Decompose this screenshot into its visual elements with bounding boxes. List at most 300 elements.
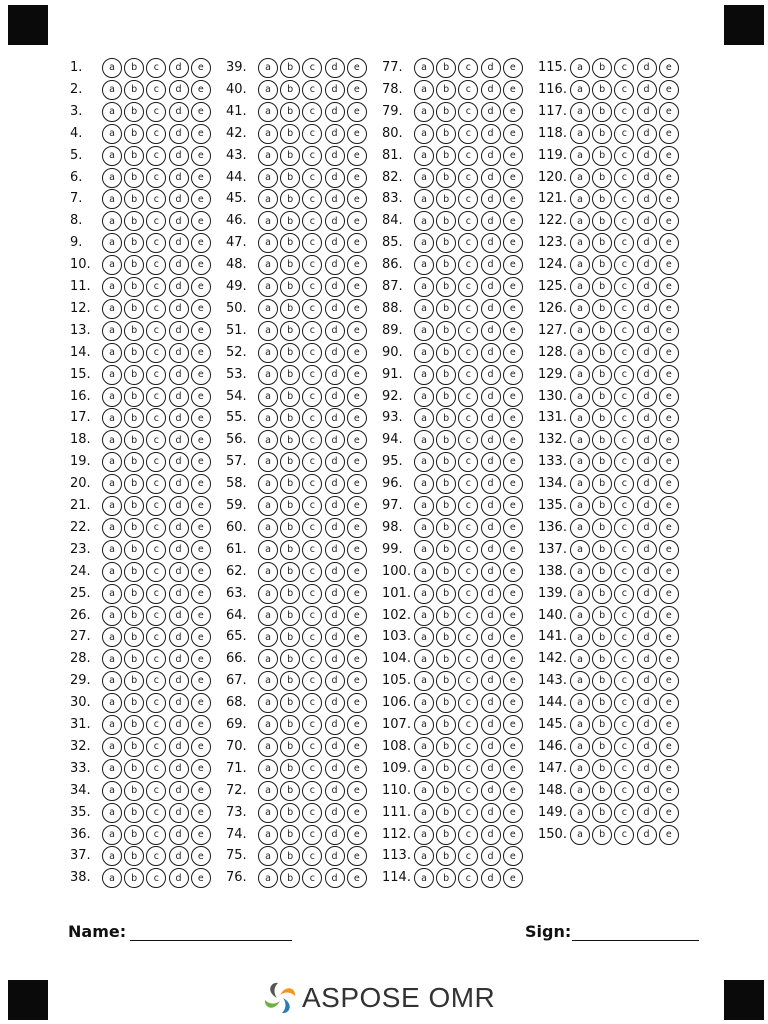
answer-bubble-c[interactable]: c (614, 781, 634, 801)
answer-bubble-d[interactable]: d (637, 387, 657, 407)
answer-bubble-b[interactable]: b (280, 343, 300, 363)
answer-bubble-e[interactable]: e (503, 321, 523, 341)
answer-bubble-e[interactable]: e (503, 58, 523, 78)
answer-bubble-c[interactable]: c (146, 321, 166, 341)
answer-bubble-c[interactable]: c (302, 540, 322, 560)
answer-bubble-b[interactable]: b (280, 627, 300, 647)
answer-bubble-a[interactable]: a (102, 474, 122, 494)
answer-bubble-d[interactable]: d (325, 277, 345, 297)
answer-bubble-a[interactable]: a (102, 562, 122, 582)
answer-bubble-a[interactable]: a (258, 189, 278, 209)
answer-bubble-c[interactable]: c (302, 189, 322, 209)
answer-bubble-c[interactable]: c (458, 825, 478, 845)
answer-bubble-c[interactable]: c (146, 277, 166, 297)
answer-bubble-a[interactable]: a (570, 233, 590, 253)
answer-bubble-d[interactable]: d (481, 671, 501, 691)
answer-bubble-e[interactable]: e (347, 277, 367, 297)
answer-bubble-e[interactable]: e (191, 781, 211, 801)
answer-bubble-d[interactable]: d (637, 211, 657, 231)
answer-bubble-e[interactable]: e (503, 671, 523, 691)
answer-bubble-a[interactable]: a (258, 606, 278, 626)
answer-bubble-a[interactable]: a (258, 518, 278, 538)
answer-bubble-c[interactable]: c (458, 496, 478, 516)
answer-bubble-a[interactable]: a (414, 146, 434, 166)
answer-bubble-d[interactable]: d (325, 124, 345, 144)
answer-bubble-d[interactable]: d (325, 365, 345, 385)
answer-bubble-b[interactable]: b (280, 693, 300, 713)
answer-bubble-b[interactable]: b (280, 189, 300, 209)
answer-bubble-c[interactable]: c (614, 452, 634, 472)
answer-bubble-e[interactable]: e (503, 759, 523, 779)
answer-bubble-d[interactable]: d (637, 474, 657, 494)
answer-bubble-e[interactable]: e (659, 627, 679, 647)
answer-bubble-e[interactable]: e (659, 408, 679, 428)
answer-bubble-b[interactable]: b (280, 715, 300, 735)
answer-bubble-a[interactable]: a (102, 299, 122, 319)
answer-bubble-e[interactable]: e (659, 255, 679, 275)
answer-bubble-a[interactable]: a (102, 80, 122, 100)
answer-bubble-e[interactable]: e (659, 189, 679, 209)
answer-bubble-c[interactable]: c (458, 365, 478, 385)
answer-bubble-d[interactable]: d (637, 781, 657, 801)
answer-bubble-b[interactable]: b (592, 211, 612, 231)
answer-bubble-c[interactable]: c (146, 781, 166, 801)
answer-bubble-c[interactable]: c (302, 277, 322, 297)
answer-bubble-b[interactable]: b (592, 627, 612, 647)
answer-bubble-d[interactable]: d (481, 255, 501, 275)
answer-bubble-e[interactable]: e (503, 102, 523, 122)
answer-bubble-a[interactable]: a (102, 540, 122, 560)
answer-bubble-b[interactable]: b (436, 124, 456, 144)
answer-bubble-c[interactable]: c (302, 146, 322, 166)
answer-bubble-a[interactable]: a (570, 255, 590, 275)
answer-bubble-c[interactable]: c (458, 124, 478, 144)
answer-bubble-a[interactable]: a (414, 518, 434, 538)
answer-bubble-b[interactable]: b (280, 759, 300, 779)
answer-bubble-c[interactable]: c (302, 343, 322, 363)
answer-bubble-e[interactable]: e (659, 233, 679, 253)
answer-bubble-d[interactable]: d (481, 387, 501, 407)
answer-bubble-d[interactable]: d (169, 430, 189, 450)
answer-bubble-c[interactable]: c (614, 584, 634, 604)
answer-bubble-e[interactable]: e (191, 277, 211, 297)
answer-bubble-a[interactable]: a (258, 737, 278, 757)
answer-bubble-b[interactable]: b (592, 649, 612, 669)
answer-bubble-d[interactable]: d (637, 146, 657, 166)
answer-bubble-a[interactable]: a (414, 211, 434, 231)
answer-bubble-d[interactable]: d (637, 518, 657, 538)
answer-bubble-e[interactable]: e (503, 365, 523, 385)
answer-bubble-d[interactable]: d (169, 846, 189, 866)
answer-bubble-d[interactable]: d (325, 452, 345, 472)
answer-bubble-a[interactable]: a (414, 299, 434, 319)
answer-bubble-e[interactable]: e (503, 255, 523, 275)
answer-bubble-c[interactable]: c (458, 189, 478, 209)
answer-bubble-b[interactable]: b (280, 846, 300, 866)
answer-bubble-d[interactable]: d (325, 868, 345, 888)
answer-bubble-e[interactable]: e (659, 124, 679, 144)
answer-bubble-a[interactable]: a (258, 715, 278, 735)
answer-bubble-e[interactable]: e (503, 168, 523, 188)
answer-bubble-e[interactable]: e (191, 387, 211, 407)
answer-bubble-b[interactable]: b (592, 387, 612, 407)
answer-bubble-e[interactable]: e (659, 671, 679, 691)
answer-bubble-c[interactable]: c (302, 825, 322, 845)
answer-bubble-d[interactable]: d (481, 868, 501, 888)
answer-bubble-d[interactable]: d (169, 715, 189, 735)
answer-bubble-d[interactable]: d (325, 715, 345, 735)
answer-bubble-c[interactable]: c (302, 387, 322, 407)
answer-bubble-c[interactable]: c (302, 627, 322, 647)
answer-bubble-b[interactable]: b (124, 562, 144, 582)
answer-bubble-e[interactable]: e (503, 846, 523, 866)
answer-bubble-b[interactable]: b (280, 803, 300, 823)
answer-bubble-e[interactable]: e (503, 474, 523, 494)
answer-bubble-c[interactable]: c (302, 299, 322, 319)
answer-bubble-e[interactable]: e (659, 759, 679, 779)
answer-bubble-b[interactable]: b (592, 233, 612, 253)
answer-bubble-a[interactable]: a (258, 868, 278, 888)
answer-bubble-e[interactable]: e (503, 584, 523, 604)
answer-bubble-c[interactable]: c (458, 474, 478, 494)
answer-bubble-a[interactable]: a (414, 584, 434, 604)
answer-bubble-b[interactable]: b (280, 211, 300, 231)
answer-bubble-a[interactable]: a (102, 518, 122, 538)
answer-bubble-b[interactable]: b (436, 408, 456, 428)
answer-bubble-e[interactable]: e (347, 189, 367, 209)
answer-bubble-d[interactable]: d (637, 343, 657, 363)
answer-bubble-b[interactable]: b (592, 255, 612, 275)
answer-bubble-a[interactable]: a (102, 124, 122, 144)
answer-bubble-c[interactable]: c (458, 693, 478, 713)
answer-bubble-c[interactable]: c (458, 430, 478, 450)
answer-bubble-a[interactable]: a (570, 671, 590, 691)
answer-bubble-c[interactable]: c (302, 562, 322, 582)
answer-bubble-b[interactable]: b (436, 649, 456, 669)
answer-bubble-b[interactable]: b (592, 474, 612, 494)
answer-bubble-c[interactable]: c (614, 759, 634, 779)
answer-bubble-a[interactable]: a (258, 693, 278, 713)
answer-bubble-b[interactable]: b (592, 102, 612, 122)
answer-bubble-a[interactable]: a (414, 387, 434, 407)
answer-bubble-d[interactable]: d (325, 627, 345, 647)
answer-bubble-e[interactable]: e (503, 868, 523, 888)
answer-bubble-b[interactable]: b (592, 759, 612, 779)
answer-bubble-d[interactable]: d (481, 496, 501, 516)
answer-bubble-b[interactable]: b (436, 496, 456, 516)
answer-bubble-c[interactable]: c (146, 365, 166, 385)
answer-bubble-e[interactable]: e (347, 299, 367, 319)
answer-bubble-c[interactable]: c (614, 693, 634, 713)
answer-bubble-e[interactable]: e (659, 277, 679, 297)
answer-bubble-c[interactable]: c (146, 846, 166, 866)
answer-bubble-c[interactable]: c (302, 715, 322, 735)
answer-bubble-c[interactable]: c (458, 671, 478, 691)
answer-bubble-d[interactable]: d (169, 518, 189, 538)
answer-bubble-c[interactable]: c (146, 562, 166, 582)
answer-bubble-b[interactable]: b (280, 781, 300, 801)
answer-bubble-c[interactable]: c (458, 781, 478, 801)
answer-bubble-b[interactable]: b (124, 277, 144, 297)
answer-bubble-b[interactable]: b (436, 759, 456, 779)
answer-bubble-c[interactable]: c (614, 627, 634, 647)
answer-bubble-d[interactable]: d (325, 474, 345, 494)
answer-bubble-a[interactable]: a (102, 211, 122, 231)
answer-bubble-a[interactable]: a (258, 825, 278, 845)
answer-bubble-c[interactable]: c (458, 299, 478, 319)
answer-bubble-c[interactable]: c (614, 365, 634, 385)
answer-bubble-d[interactable]: d (637, 255, 657, 275)
answer-bubble-b[interactable]: b (280, 146, 300, 166)
answer-bubble-e[interactable]: e (503, 540, 523, 560)
answer-bubble-a[interactable]: a (102, 671, 122, 691)
answer-bubble-c[interactable]: c (146, 759, 166, 779)
answer-bubble-a[interactable]: a (258, 846, 278, 866)
answer-bubble-d[interactable]: d (637, 693, 657, 713)
answer-bubble-b[interactable]: b (280, 58, 300, 78)
answer-bubble-d[interactable]: d (637, 452, 657, 472)
answer-bubble-d[interactable]: d (325, 584, 345, 604)
answer-bubble-c[interactable]: c (614, 124, 634, 144)
answer-bubble-e[interactable]: e (503, 518, 523, 538)
answer-bubble-d[interactable]: d (325, 102, 345, 122)
answer-bubble-b[interactable]: b (124, 299, 144, 319)
answer-bubble-a[interactable]: a (570, 737, 590, 757)
answer-bubble-e[interactable]: e (347, 211, 367, 231)
answer-bubble-e[interactable]: e (191, 343, 211, 363)
answer-bubble-b[interactable]: b (280, 540, 300, 560)
answer-bubble-a[interactable]: a (414, 606, 434, 626)
answer-bubble-e[interactable]: e (191, 168, 211, 188)
answer-bubble-a[interactable]: a (102, 277, 122, 297)
answer-bubble-c[interactable]: c (458, 233, 478, 253)
answer-bubble-c[interactable]: c (458, 584, 478, 604)
answer-bubble-a[interactable]: a (570, 277, 590, 297)
answer-bubble-e[interactable]: e (659, 540, 679, 560)
answer-bubble-b[interactable]: b (592, 693, 612, 713)
answer-bubble-b[interactable]: b (436, 474, 456, 494)
answer-bubble-e[interactable]: e (347, 540, 367, 560)
answer-bubble-b[interactable]: b (280, 430, 300, 450)
answer-bubble-a[interactable]: a (414, 452, 434, 472)
answer-bubble-d[interactable]: d (169, 452, 189, 472)
answer-bubble-e[interactable]: e (659, 102, 679, 122)
answer-bubble-c[interactable]: c (302, 737, 322, 757)
answer-bubble-d[interactable]: d (325, 540, 345, 560)
answer-bubble-d[interactable]: d (325, 80, 345, 100)
answer-bubble-c[interactable]: c (302, 430, 322, 450)
answer-bubble-e[interactable]: e (503, 146, 523, 166)
answer-bubble-b[interactable]: b (592, 606, 612, 626)
answer-bubble-a[interactable]: a (102, 102, 122, 122)
answer-bubble-d[interactable]: d (481, 430, 501, 450)
answer-bubble-e[interactable]: e (347, 627, 367, 647)
answer-bubble-c[interactable]: c (614, 189, 634, 209)
answer-bubble-a[interactable]: a (102, 452, 122, 472)
answer-bubble-e[interactable]: e (659, 321, 679, 341)
answer-bubble-b[interactable]: b (436, 189, 456, 209)
answer-bubble-a[interactable]: a (102, 408, 122, 428)
answer-bubble-b[interactable]: b (592, 715, 612, 735)
answer-bubble-a[interactable]: a (570, 693, 590, 713)
answer-bubble-a[interactable]: a (258, 671, 278, 691)
answer-bubble-d[interactable]: d (481, 562, 501, 582)
answer-bubble-d[interactable]: d (481, 825, 501, 845)
answer-bubble-c[interactable]: c (614, 496, 634, 516)
sign-field[interactable] (572, 940, 699, 941)
answer-bubble-c[interactable]: c (458, 606, 478, 626)
answer-bubble-b[interactable]: b (436, 715, 456, 735)
answer-bubble-c[interactable]: c (458, 321, 478, 341)
answer-bubble-d[interactable]: d (481, 518, 501, 538)
answer-bubble-c[interactable]: c (146, 58, 166, 78)
answer-bubble-c[interactable]: c (458, 58, 478, 78)
answer-bubble-e[interactable]: e (659, 452, 679, 472)
answer-bubble-a[interactable]: a (414, 277, 434, 297)
answer-bubble-c[interactable]: c (458, 211, 478, 231)
answer-bubble-b[interactable]: b (436, 868, 456, 888)
answer-bubble-c[interactable]: c (146, 189, 166, 209)
answer-bubble-c[interactable]: c (146, 430, 166, 450)
answer-bubble-a[interactable]: a (258, 803, 278, 823)
answer-bubble-a[interactable]: a (414, 803, 434, 823)
answer-bubble-c[interactable]: c (302, 321, 322, 341)
answer-bubble-c[interactable]: c (146, 671, 166, 691)
answer-bubble-b[interactable]: b (436, 562, 456, 582)
answer-bubble-e[interactable]: e (659, 737, 679, 757)
answer-bubble-e[interactable]: e (347, 474, 367, 494)
answer-bubble-a[interactable]: a (258, 365, 278, 385)
answer-bubble-a[interactable]: a (570, 606, 590, 626)
answer-bubble-d[interactable]: d (481, 627, 501, 647)
answer-bubble-c[interactable]: c (146, 387, 166, 407)
answer-bubble-e[interactable]: e (191, 211, 211, 231)
answer-bubble-b[interactable]: b (592, 343, 612, 363)
answer-bubble-d[interactable]: d (637, 408, 657, 428)
answer-bubble-b[interactable]: b (436, 737, 456, 757)
answer-bubble-b[interactable]: b (124, 255, 144, 275)
answer-bubble-a[interactable]: a (102, 365, 122, 385)
answer-bubble-b[interactable]: b (280, 168, 300, 188)
answer-bubble-d[interactable]: d (325, 233, 345, 253)
answer-bubble-c[interactable]: c (458, 146, 478, 166)
answer-bubble-e[interactable]: e (659, 496, 679, 516)
answer-bubble-a[interactable]: a (258, 584, 278, 604)
answer-bubble-d[interactable]: d (481, 584, 501, 604)
answer-bubble-e[interactable]: e (503, 715, 523, 735)
answer-bubble-a[interactable]: a (258, 430, 278, 450)
answer-bubble-c[interactable]: c (614, 562, 634, 582)
answer-bubble-e[interactable]: e (659, 781, 679, 801)
answer-bubble-e[interactable]: e (503, 781, 523, 801)
answer-bubble-b[interactable]: b (280, 365, 300, 385)
answer-bubble-a[interactable]: a (258, 759, 278, 779)
answer-bubble-b[interactable]: b (280, 102, 300, 122)
answer-bubble-e[interactable]: e (191, 365, 211, 385)
answer-bubble-d[interactable]: d (169, 737, 189, 757)
answer-bubble-e[interactable]: e (659, 146, 679, 166)
answer-bubble-d[interactable]: d (637, 715, 657, 735)
answer-bubble-b[interactable]: b (436, 518, 456, 538)
answer-bubble-a[interactable]: a (570, 387, 590, 407)
answer-bubble-d[interactable]: d (325, 343, 345, 363)
answer-bubble-c[interactable]: c (458, 868, 478, 888)
answer-bubble-d[interactable]: d (481, 58, 501, 78)
answer-bubble-a[interactable]: a (414, 759, 434, 779)
answer-bubble-e[interactable]: e (503, 496, 523, 516)
answer-bubble-e[interactable]: e (347, 606, 367, 626)
answer-bubble-c[interactable]: c (458, 80, 478, 100)
answer-bubble-b[interactable]: b (124, 211, 144, 231)
answer-bubble-b[interactable]: b (592, 80, 612, 100)
answer-bubble-e[interactable]: e (191, 759, 211, 779)
answer-bubble-a[interactable]: a (414, 825, 434, 845)
answer-bubble-e[interactable]: e (191, 584, 211, 604)
answer-bubble-a[interactable]: a (258, 211, 278, 231)
answer-bubble-a[interactable]: a (570, 189, 590, 209)
answer-bubble-a[interactable]: a (258, 146, 278, 166)
answer-bubble-d[interactable]: d (325, 846, 345, 866)
answer-bubble-d[interactable]: d (169, 365, 189, 385)
answer-bubble-e[interactable]: e (347, 233, 367, 253)
answer-bubble-a[interactable]: a (102, 321, 122, 341)
answer-bubble-b[interactable]: b (592, 58, 612, 78)
answer-bubble-a[interactable]: a (102, 233, 122, 253)
answer-bubble-d[interactable]: d (637, 540, 657, 560)
answer-bubble-c[interactable]: c (302, 803, 322, 823)
answer-bubble-b[interactable]: b (124, 102, 144, 122)
answer-bubble-d[interactable]: d (481, 759, 501, 779)
answer-bubble-a[interactable]: a (414, 540, 434, 560)
answer-bubble-e[interactable]: e (347, 759, 367, 779)
answer-bubble-c[interactable]: c (458, 803, 478, 823)
answer-bubble-d[interactable]: d (481, 211, 501, 231)
answer-bubble-b[interactable]: b (280, 868, 300, 888)
answer-bubble-b[interactable]: b (436, 321, 456, 341)
answer-bubble-c[interactable]: c (458, 649, 478, 669)
answer-bubble-b[interactable]: b (124, 408, 144, 428)
answer-bubble-b[interactable]: b (124, 168, 144, 188)
answer-bubble-c[interactable]: c (146, 496, 166, 516)
answer-bubble-d[interactable]: d (169, 825, 189, 845)
answer-bubble-d[interactable]: d (169, 146, 189, 166)
answer-bubble-d[interactable]: d (325, 693, 345, 713)
answer-bubble-d[interactable]: d (169, 671, 189, 691)
answer-bubble-b[interactable]: b (124, 387, 144, 407)
answer-bubble-e[interactable]: e (503, 343, 523, 363)
answer-bubble-c[interactable]: c (614, 255, 634, 275)
answer-bubble-b[interactable]: b (592, 803, 612, 823)
answer-bubble-e[interactable]: e (347, 102, 367, 122)
answer-bubble-d[interactable]: d (169, 233, 189, 253)
answer-bubble-d[interactable]: d (169, 540, 189, 560)
answer-bubble-b[interactable]: b (436, 168, 456, 188)
answer-bubble-b[interactable]: b (280, 649, 300, 669)
answer-bubble-b[interactable]: b (280, 606, 300, 626)
answer-bubble-a[interactable]: a (570, 759, 590, 779)
answer-bubble-b[interactable]: b (436, 430, 456, 450)
answer-bubble-d[interactable]: d (325, 562, 345, 582)
answer-bubble-b[interactable]: b (124, 781, 144, 801)
answer-bubble-c[interactable]: c (614, 233, 634, 253)
answer-bubble-c[interactable]: c (614, 606, 634, 626)
answer-bubble-d[interactable]: d (637, 321, 657, 341)
answer-bubble-c[interactable]: c (146, 168, 166, 188)
answer-bubble-b[interactable]: b (124, 649, 144, 669)
answer-bubble-c[interactable]: c (146, 343, 166, 363)
answer-bubble-a[interactable]: a (414, 80, 434, 100)
answer-bubble-d[interactable]: d (169, 627, 189, 647)
